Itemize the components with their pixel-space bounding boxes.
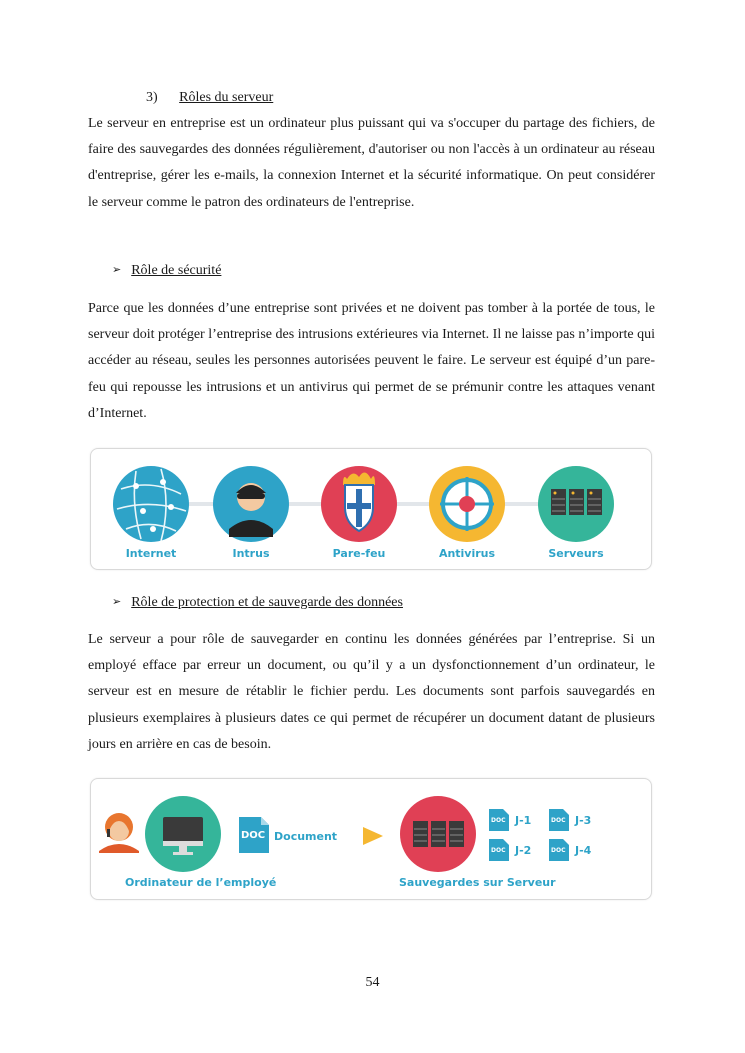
section-number: 3) — [146, 90, 158, 105]
security-heading-text: Rôle de sécurité — [131, 263, 222, 278]
doc-badge-j3: DOC — [551, 817, 566, 824]
backup-figure — [90, 778, 652, 900]
document-label: Document — [274, 830, 338, 843]
backup-heading — [112, 595, 403, 611]
intruder-icon — [213, 466, 289, 542]
version-j1: J-1 — [515, 814, 532, 827]
employee-avatar-icon — [99, 813, 139, 853]
backup-paragraph: Le serveur a pour rôle de sauvegarder en continu les données générées par l’entreprise. Si un employé efface par erreur un document, ou qu’il y a un dysfonctionnement d’un ordinateur, le serveur est en mesure de rétablir le fichier perdu. Les documents sont parfois sauvegardés en plusieurs exemplaires à plusieurs dates ce qui permet de récupérer un document datant de plusieurs jours en arrière en cas de besoin. — [88, 632, 655, 752]
doc-badge-j2: DOC — [491, 847, 506, 854]
label-serveurs: Serveurs — [548, 547, 604, 560]
employee-label: Ordinateur de l’employé — [125, 876, 277, 889]
server-label: Sauvegardes sur Serveur — [399, 876, 556, 889]
backup-heading-text: Rôle de protection et de sauvegarde des données — [131, 595, 403, 610]
section-title: Rôles du serveur — [179, 90, 274, 105]
firewall-shield-icon — [321, 466, 397, 542]
security-heading — [112, 263, 221, 279]
version-j3: J-3 — [575, 814, 592, 827]
section-heading — [146, 90, 273, 106]
doc-badge-j4: DOC — [551, 847, 566, 854]
server-backup-icon — [400, 796, 476, 872]
label-pare-feu: Pare-feu — [332, 547, 386, 560]
page-number: 54 — [365, 975, 380, 990]
label-intrus: Intrus — [232, 547, 270, 560]
computer-icon — [145, 796, 221, 872]
intro-paragraph: Le serveur en entreprise est un ordinateur plus puissant qui va s'occuper du partage des fichiers, de faire des sauvegardes des données régulièrement, d'autoriser ou non l'accès à un ordinateur au réseau d'entreprise, gérer les e-mails, la connexion Internet et la sécurité informatique. On peut considérer le serveur comme le patron des ordinateurs de l'entreprise. — [88, 116, 655, 210]
servers-icon — [538, 466, 614, 542]
version-j4: J-4 — [575, 844, 592, 857]
antivirus-icon — [429, 466, 505, 542]
label-internet: Internet — [125, 547, 177, 560]
security-figure — [90, 448, 652, 570]
arrow-bullet-icon: ➢ — [112, 264, 122, 276]
doc-badge: DOC — [241, 830, 266, 841]
label-antivirus: Antivirus — [438, 547, 496, 560]
security-paragraph: Parce que les données d’une entreprise sont privées et ne doivent pas tomber à la portée de tous, le serveur doit protéger l’entreprise des intrusions extérieures via Internet. Il ne laisse pas n’importe qui accéder au réseau, seules les personnes autorisées peuvent le faire. Le serveur est équipé d’un pare-feu qui repousse les intrusions et un antivirus qui permet de se prémunir contre les attaques venant d’Internet. — [88, 301, 655, 421]
arrow-bullet-icon: ➢ — [112, 596, 122, 608]
version-j2: J-2 — [515, 844, 532, 857]
internet-globe-icon — [113, 466, 189, 542]
doc-badge-j1: DOC — [491, 817, 506, 824]
arrow-right-icon — [363, 827, 383, 845]
